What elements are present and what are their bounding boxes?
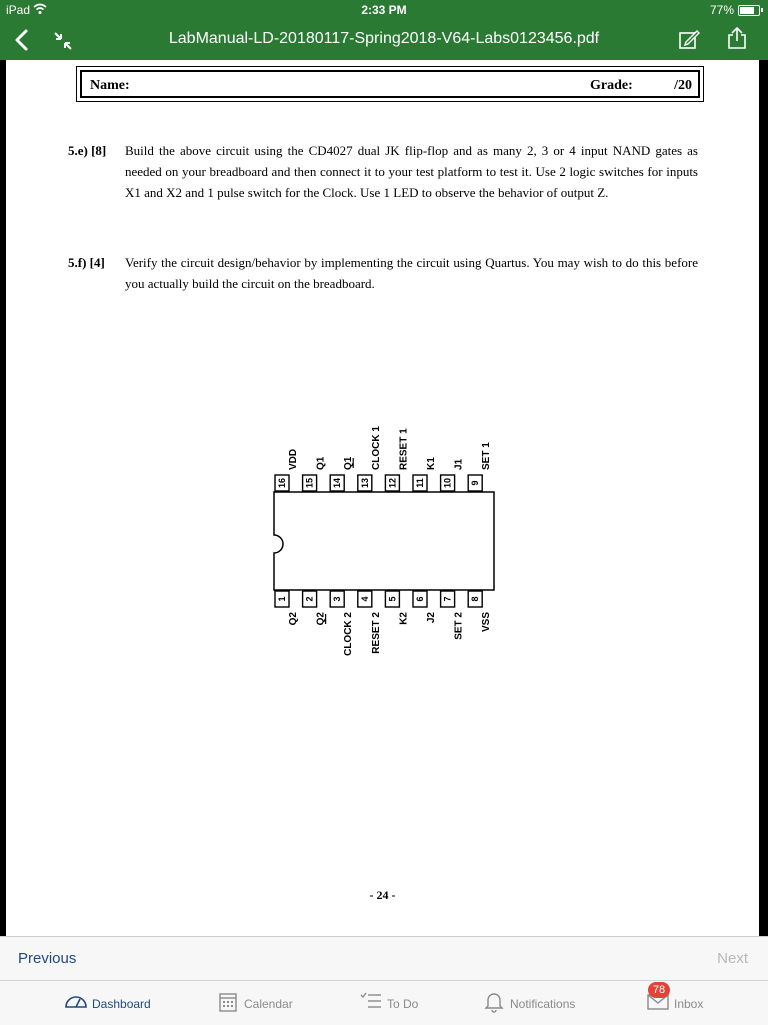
pdf-viewer[interactable] (0, 60, 768, 936)
pin-label: J1 (453, 458, 465, 470)
todo-list-icon (360, 991, 382, 1011)
status-bar (0, 0, 768, 20)
pin-number: 15 (304, 477, 315, 489)
pin-label: Q2 (288, 612, 299, 626)
cd4027-pinout-diagram (269, 410, 499, 690)
pin-number: 3 (332, 596, 343, 602)
tab-label: Notifications (510, 997, 576, 1011)
pin-number: 12 (387, 477, 398, 489)
edit-icon[interactable] (678, 28, 700, 50)
pin-label: Q2 (315, 612, 327, 626)
tab-label: Inbox (674, 997, 704, 1011)
pin-number: 8 (470, 596, 481, 602)
pin-number: 10 (442, 477, 453, 489)
next-button[interactable]: Next (717, 950, 748, 967)
question-text: Build the above circuit using the CD4027 dual JK flip-flop and as many 2, 3 or 4 input NAND gates as needed on your breadboard and then connect it to your test platform to test it. Use 2 logic switches for inputs X1 and X2 and 1 pulse switch for the Clock. Use 1 LED to observe the behavior of output Z. (125, 143, 698, 200)
pdf-page (6, 60, 759, 936)
battery-nub (761, 8, 763, 12)
question-5e (68, 140, 698, 224)
pin-number: 1 (277, 596, 287, 602)
pin-number: 4 (359, 596, 370, 602)
tab-notifications[interactable] (484, 991, 584, 1015)
carrier-label: iPad (6, 3, 31, 17)
pin-label: J2 (426, 612, 437, 624)
pin-number: 7 (442, 596, 453, 602)
tab-label: Dashboard (92, 997, 151, 1011)
pin-label: SET 2 (453, 612, 465, 640)
question-5f (68, 252, 698, 294)
name-label: Name: (90, 78, 130, 93)
pin-label: VSS (481, 612, 493, 633)
tab-label: Calendar (244, 997, 293, 1011)
pin-number: 13 (359, 477, 370, 489)
inbox-badge: 78 (648, 982, 670, 998)
app-header (0, 0, 768, 60)
document-title: LabManual-LD-20180117-Spring2018-V64-Labs0123456.pdf (168, 30, 600, 47)
pin-label: CLOCK 1 (370, 426, 382, 470)
pin-label: VDD (288, 448, 299, 470)
pin-number: 11 (415, 478, 425, 488)
question-number: 5.e) [8] (68, 143, 107, 158)
pin-label: Q1 (343, 456, 355, 470)
tab-dashboard[interactable] (64, 991, 164, 1015)
share-icon[interactable] (726, 26, 748, 50)
grade-total: /20 (674, 78, 692, 93)
pin-number: 14 (332, 477, 343, 489)
pin-number: 6 (415, 596, 425, 602)
pager-bar (0, 936, 768, 981)
pin-label: SET 1 (481, 442, 493, 470)
pin-number: 5 (387, 596, 398, 602)
tab-todo[interactable] (360, 991, 430, 1015)
name-grade-box (76, 66, 704, 102)
question-text: Verify the circuit design/behavior by implementing the circuit using Quartus. You may wish to do this before you actually build the circuit on the breadboard. (125, 255, 698, 291)
previous-button[interactable]: Previous (18, 950, 77, 967)
pin-number: 9 (470, 480, 481, 486)
pin-label: K2 (398, 612, 410, 625)
grade-label: Grade: (590, 78, 633, 93)
pin-label: K1 (426, 457, 437, 470)
question-number: 5.f) [4] (68, 255, 105, 270)
dashboard-icon (64, 991, 88, 1011)
pin-label: Q1 (315, 456, 327, 470)
tab-calendar[interactable] (218, 991, 308, 1015)
pin-number: 2 (304, 596, 315, 602)
status-time: 2:33 PM (361, 3, 407, 17)
battery-percent: 77% (709, 3, 734, 17)
pin-number: 16 (277, 477, 287, 489)
calendar-icon (218, 991, 238, 1013)
pin-label: CLOCK 2 (343, 612, 355, 656)
pin-label: RESET 2 (370, 612, 382, 654)
chip-body (274, 492, 494, 590)
pin-label: RESET 1 (398, 428, 410, 470)
bell-icon (484, 991, 504, 1013)
page-number: - 24 - (369, 888, 396, 902)
tab-label: To Do (387, 997, 419, 1011)
battery-icon (738, 5, 760, 16)
